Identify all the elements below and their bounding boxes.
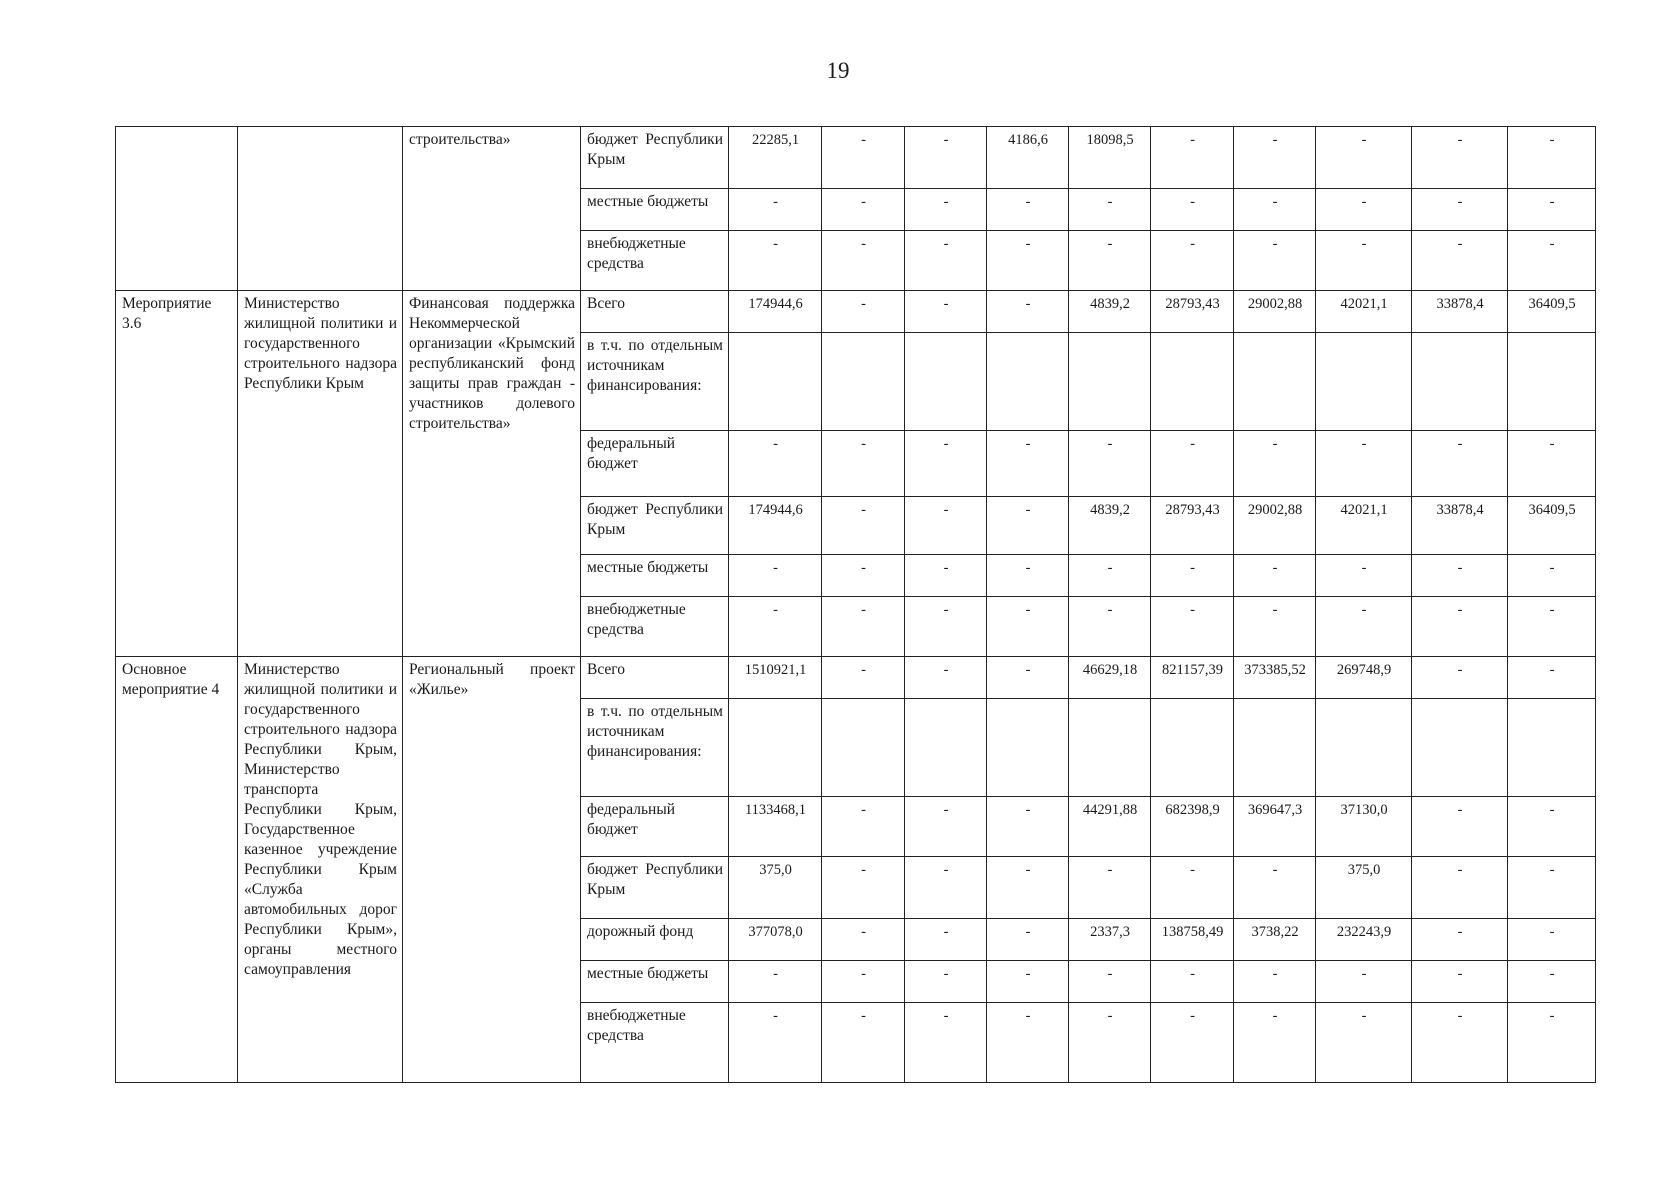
- amount-cell: -: [987, 291, 1069, 333]
- amount-cell: -: [1069, 961, 1151, 1003]
- amount-cell: -: [905, 189, 987, 231]
- measure-name-cell: Мероприятие 3.6: [116, 291, 238, 657]
- measure-name-cell: [116, 127, 238, 291]
- amount-cell: -: [1508, 857, 1596, 919]
- amount-cell: -: [822, 431, 905, 497]
- amount-cell: [905, 333, 987, 431]
- amount-cell: -: [1234, 431, 1316, 497]
- amount-cell: 4839,2: [1069, 497, 1151, 555]
- amount-cell: -: [1316, 555, 1412, 597]
- amount-cell: -: [987, 431, 1069, 497]
- amount-cell: -: [729, 189, 822, 231]
- amount-cell: 22285,1: [729, 127, 822, 189]
- amount-cell: -: [1412, 431, 1508, 497]
- amount-cell: -: [905, 431, 987, 497]
- amount-cell: -: [987, 497, 1069, 555]
- amount-cell: -: [1316, 961, 1412, 1003]
- amount-cell: -: [1069, 431, 1151, 497]
- amount-cell: -: [1234, 857, 1316, 919]
- table-row: [116, 657, 1596, 699]
- amount-cell: -: [987, 797, 1069, 857]
- amount-cell: 33878,4: [1412, 497, 1508, 555]
- amount-cell: 174944,6: [729, 291, 822, 333]
- funding-source-cell: в т.ч. по отдельным источникам финансирования:: [581, 699, 729, 797]
- amount-cell: -: [905, 797, 987, 857]
- amount-cell: 3738,22: [1234, 919, 1316, 961]
- amount-cell: [987, 699, 1069, 797]
- amount-cell: -: [987, 961, 1069, 1003]
- amount-cell: 174944,6: [729, 497, 822, 555]
- executor-cell: Министерство жилищной политики и государственного строительного надзора Республики Крым: [238, 291, 403, 657]
- amount-cell: [1069, 333, 1151, 431]
- amount-cell: -: [1316, 189, 1412, 231]
- amount-cell: -: [822, 497, 905, 555]
- amount-cell: -: [1412, 189, 1508, 231]
- funding-source-cell: Всего: [581, 657, 729, 699]
- funding-source-cell: бюджет Республики Крым: [581, 497, 729, 555]
- amount-cell: -: [1234, 555, 1316, 597]
- amount-cell: -: [1412, 961, 1508, 1003]
- amount-cell: -: [1234, 1003, 1316, 1083]
- amount-cell: 2337,3: [1069, 919, 1151, 961]
- amount-cell: -: [1508, 597, 1596, 657]
- amount-cell: -: [822, 597, 905, 657]
- amount-cell: [1412, 333, 1508, 431]
- funding-source-cell: Всего: [581, 291, 729, 333]
- amount-cell: 33878,4: [1412, 291, 1508, 333]
- amount-cell: -: [729, 231, 822, 291]
- amount-cell: -: [1508, 797, 1596, 857]
- amount-cell: -: [905, 231, 987, 291]
- amount-cell: -: [822, 189, 905, 231]
- activity-cell: строительства»: [403, 127, 581, 291]
- amount-cell: -: [1412, 231, 1508, 291]
- amount-cell: [1412, 699, 1508, 797]
- table-row: [116, 127, 1596, 189]
- amount-cell: -: [1316, 231, 1412, 291]
- amount-cell: -: [1412, 1003, 1508, 1083]
- amount-cell: -: [1508, 127, 1596, 189]
- amount-cell: [1316, 333, 1412, 431]
- amount-cell: -: [1151, 597, 1234, 657]
- amount-cell: 232243,9: [1316, 919, 1412, 961]
- amount-cell: -: [1069, 231, 1151, 291]
- amount-cell: 29002,88: [1234, 291, 1316, 333]
- amount-cell: -: [1316, 1003, 1412, 1083]
- funding-source-cell: бюджет Республики Крым: [581, 127, 729, 189]
- amount-cell: [729, 333, 822, 431]
- amount-cell: 682398,9: [1151, 797, 1234, 857]
- amount-cell: -: [905, 1003, 987, 1083]
- amount-cell: -: [1508, 189, 1596, 231]
- amount-cell: -: [905, 857, 987, 919]
- amount-cell: [1234, 333, 1316, 431]
- amount-cell: -: [1069, 857, 1151, 919]
- amount-cell: -: [1069, 1003, 1151, 1083]
- amount-cell: 29002,88: [1234, 497, 1316, 555]
- amount-cell: -: [729, 597, 822, 657]
- amount-cell: 821157,39: [1151, 657, 1234, 699]
- amount-cell: -: [905, 555, 987, 597]
- amount-cell: -: [1151, 231, 1234, 291]
- amount-cell: -: [822, 797, 905, 857]
- amount-cell: -: [905, 919, 987, 961]
- amount-cell: -: [1151, 431, 1234, 497]
- budget-table: [115, 126, 1596, 1083]
- amount-cell: 28793,43: [1151, 291, 1234, 333]
- amount-cell: -: [1412, 857, 1508, 919]
- amount-cell: -: [1151, 127, 1234, 189]
- amount-cell: 375,0: [729, 857, 822, 919]
- amount-cell: 36409,5: [1508, 497, 1596, 555]
- amount-cell: -: [1508, 555, 1596, 597]
- amount-cell: -: [729, 555, 822, 597]
- amount-cell: -: [987, 1003, 1069, 1083]
- amount-cell: -: [905, 127, 987, 189]
- amount-cell: 44291,88: [1069, 797, 1151, 857]
- amount-cell: -: [1508, 231, 1596, 291]
- amount-cell: -: [1234, 127, 1316, 189]
- amount-cell: -: [987, 189, 1069, 231]
- amount-cell: 4839,2: [1069, 291, 1151, 333]
- funding-source-cell: федеральный бюджет: [581, 797, 729, 857]
- executor-cell: Министерство жилищной политики и государственного строительного надзора Республики Крым, Министерство транспорта Республики Крым, Государственное казенное учреждение Республики Крым «Служба автомобильных дорог Республики Крым», органы местного самоуправления: [238, 657, 403, 1083]
- amount-cell: -: [1412, 919, 1508, 961]
- amount-cell: -: [1412, 657, 1508, 699]
- measure-name-cell: Основное мероприятие 4: [116, 657, 238, 1083]
- amount-cell: -: [1508, 961, 1596, 1003]
- amount-cell: 369647,3: [1234, 797, 1316, 857]
- amount-cell: -: [1508, 431, 1596, 497]
- amount-cell: -: [987, 657, 1069, 699]
- amount-cell: [822, 699, 905, 797]
- amount-cell: -: [905, 291, 987, 333]
- amount-cell: -: [822, 657, 905, 699]
- amount-cell: -: [822, 1003, 905, 1083]
- amount-cell: -: [729, 961, 822, 1003]
- amount-cell: -: [1151, 1003, 1234, 1083]
- amount-cell: [1508, 333, 1596, 431]
- table-row: [116, 291, 1596, 333]
- amount-cell: [905, 699, 987, 797]
- amount-cell: -: [1151, 961, 1234, 1003]
- amount-cell: -: [987, 919, 1069, 961]
- amount-cell: -: [987, 231, 1069, 291]
- amount-cell: 46629,18: [1069, 657, 1151, 699]
- amount-cell: 18098,5: [1069, 127, 1151, 189]
- amount-cell: -: [1151, 857, 1234, 919]
- amount-cell: [729, 699, 822, 797]
- funding-source-cell: внебюджетные средства: [581, 597, 729, 657]
- amount-cell: -: [1508, 1003, 1596, 1083]
- amount-cell: -: [822, 857, 905, 919]
- amount-cell: 1510921,1: [729, 657, 822, 699]
- amount-cell: [1151, 699, 1234, 797]
- amount-cell: [1151, 333, 1234, 431]
- amount-cell: [1508, 699, 1596, 797]
- amount-cell: -: [905, 497, 987, 555]
- funding-source-cell: федеральный бюджет: [581, 431, 729, 497]
- amount-cell: -: [822, 231, 905, 291]
- funding-source-cell: местные бюджеты: [581, 189, 729, 231]
- amount-cell: 37130,0: [1316, 797, 1412, 857]
- amount-cell: -: [987, 857, 1069, 919]
- amount-cell: -: [905, 597, 987, 657]
- amount-cell: 373385,52: [1234, 657, 1316, 699]
- amount-cell: -: [1412, 797, 1508, 857]
- amount-cell: -: [1234, 961, 1316, 1003]
- amount-cell: 28793,43: [1151, 497, 1234, 555]
- funding-source-cell: внебюджетные средства: [581, 1003, 729, 1083]
- amount-cell: 377078,0: [729, 919, 822, 961]
- amount-cell: 138758,49: [1151, 919, 1234, 961]
- amount-cell: -: [1151, 189, 1234, 231]
- executor-cell: [238, 127, 403, 291]
- amount-cell: [1316, 699, 1412, 797]
- amount-cell: -: [1508, 919, 1596, 961]
- amount-cell: -: [1234, 597, 1316, 657]
- amount-cell: -: [987, 555, 1069, 597]
- amount-cell: -: [1412, 597, 1508, 657]
- amount-cell: -: [822, 291, 905, 333]
- amount-cell: -: [729, 431, 822, 497]
- amount-cell: 42021,1: [1316, 497, 1412, 555]
- funding-source-cell: местные бюджеты: [581, 555, 729, 597]
- amount-cell: -: [729, 1003, 822, 1083]
- amount-cell: 36409,5: [1508, 291, 1596, 333]
- activity-cell: Региональный проект «Жилье»: [403, 657, 581, 1083]
- amount-cell: [987, 333, 1069, 431]
- funding-source-cell: внебюджетные средства: [581, 231, 729, 291]
- amount-cell: -: [987, 597, 1069, 657]
- amount-cell: -: [1069, 189, 1151, 231]
- page-number: 19: [826, 58, 850, 83]
- amount-cell: -: [1151, 555, 1234, 597]
- amount-cell: -: [1069, 597, 1151, 657]
- amount-cell: -: [1316, 431, 1412, 497]
- amount-cell: -: [1412, 127, 1508, 189]
- amount-cell: -: [1508, 657, 1596, 699]
- amount-cell: -: [905, 961, 987, 1003]
- amount-cell: -: [1316, 597, 1412, 657]
- amount-cell: -: [905, 657, 987, 699]
- amount-cell: -: [1234, 189, 1316, 231]
- amount-cell: -: [1316, 127, 1412, 189]
- amount-cell: -: [822, 555, 905, 597]
- activity-cell: Финансовая поддержка Некоммерческой организации «Крымский республиканский фонд защиты прав граждан - участников долевого строительства»: [403, 291, 581, 657]
- amount-cell: [1069, 699, 1151, 797]
- amount-cell: -: [822, 919, 905, 961]
- amount-cell: -: [1234, 231, 1316, 291]
- funding-source-cell: бюджет Республики Крым: [581, 857, 729, 919]
- amount-cell: -: [1412, 555, 1508, 597]
- amount-cell: 269748,9: [1316, 657, 1412, 699]
- amount-cell: [822, 333, 905, 431]
- funding-source-cell: в т.ч. по отдельным источникам финансирования:: [581, 333, 729, 431]
- amount-cell: 42021,1: [1316, 291, 1412, 333]
- amount-cell: 1133468,1: [729, 797, 822, 857]
- amount-cell: -: [822, 127, 905, 189]
- funding-source-cell: местные бюджеты: [581, 961, 729, 1003]
- amount-cell: -: [822, 961, 905, 1003]
- amount-cell: 375,0: [1316, 857, 1412, 919]
- funding-source-cell: дорожный фонд: [581, 919, 729, 961]
- amount-cell: [1234, 699, 1316, 797]
- amount-cell: -: [1069, 555, 1151, 597]
- amount-cell: 4186,6: [987, 127, 1069, 189]
